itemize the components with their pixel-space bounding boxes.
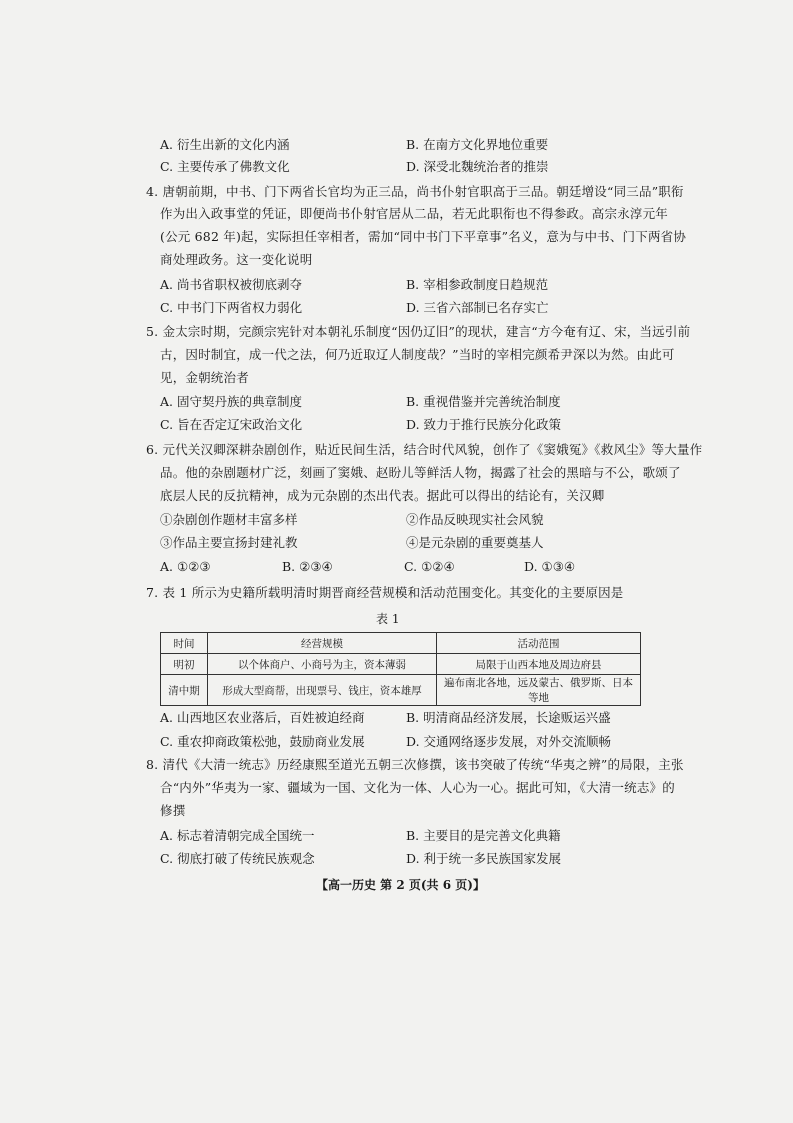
- table-header-cell: 活动范围: [437, 633, 641, 654]
- q4-option-d: D. 三省六部制已名存实亡: [406, 300, 549, 315]
- q6-stem-line: 6. 元代关汉卿深耕杂剧创作，贴近民间生活，结合时代风貌，创作了《窦娥冤》《救风尘》等大量作: [146, 442, 703, 457]
- q8-option-b: B. 主要目的是完善文化典籍: [406, 828, 561, 843]
- q3-option-d: D. 深受北魏统治者的推崇: [406, 159, 549, 174]
- table-row: [161, 654, 641, 675]
- q6-statement-4: ④是元杂剧的重要奠基人: [406, 535, 544, 550]
- table-cell: 遍布南北各地，远及蒙古、俄罗斯、日本等地: [437, 675, 641, 706]
- q7-stem-line: 7. 表 1 所示为史籍所载明清时期晋商经营规模和活动范围变化。其变化的主要原因是: [146, 585, 624, 600]
- q4-stem-line: 商处理政务。这一变化说明: [160, 252, 313, 267]
- q6-stem-line: 底层人民的反抗精神，成为元杂剧的杰出代表。据此可以得出的结论有，关汉卿: [160, 488, 605, 503]
- q6-option-d: D. ①③④: [524, 559, 576, 574]
- table-cell: 形成大型商帮，出现票号、钱庄，资本雄厚: [208, 675, 437, 706]
- q7-option-d: D. 交通网络逐步发展，对外交流顺畅: [406, 734, 612, 749]
- table-header-row: [161, 633, 641, 654]
- q6-stem-line: 品。他的杂剧题材广泛，刻画了窦娥、赵盼儿等鲜活人物，揭露了社会的黑暗与不公，歌颂了: [160, 465, 681, 480]
- q5-stem-line: 古，因时制宜，成一代之法，何乃近取辽人制度哉？”当时的宰相完颜希尹深以为然。由此可: [160, 347, 675, 362]
- table-row: [161, 675, 641, 706]
- q6-statement-3: ③作品主要宣扬封建礼教: [160, 535, 298, 550]
- table-cell: 局限于山西本地及周边府县: [437, 654, 641, 675]
- table-header-cell: 时间: [161, 633, 208, 654]
- q6-option-a: A. ①②③: [160, 559, 211, 574]
- q3-option-a: A. 衍生出新的文化内涵: [160, 137, 290, 152]
- q6-statement-2: ②作品反映现实社会风貌: [406, 512, 544, 527]
- q6-statement-1: ①杂剧创作题材丰富多样: [160, 512, 298, 527]
- q7-option-a: A. 山西地区农业落后，百姓被迫经商: [160, 710, 365, 725]
- q3-option-b: B. 在南方文化界地位重要: [406, 137, 549, 152]
- q5-option-c: C. 旨在否定辽宋政治文化: [160, 417, 303, 432]
- page-footer: 【高一历史 第 2 页(共 6 页)】: [316, 878, 485, 892]
- q4-option-b: B. 宰相参政制度日趋规范: [406, 277, 549, 292]
- q4-option-c: C. 中书门下两省权力弱化: [160, 300, 303, 315]
- q8-stem-line: 8. 清代《大清一统志》历经康熙至道光五朝三次修撰，该书突破了传统“华夷之辨”的局限，主张: [146, 757, 684, 772]
- q5-option-d: D. 致力于推行民族分化政策: [406, 417, 562, 432]
- jin-merchant-table: [160, 632, 641, 706]
- q8-option-a: A. 标志着清朝完成全国统一: [160, 828, 315, 843]
- q4-stem-line: (公元 682 年)起，实际担任宰相者，需加“同中书门下平章事”名义，意为与中书、门下两省协: [160, 229, 687, 244]
- q7-option-b: B. 明清商品经济发展，长途贩运兴盛: [406, 710, 611, 725]
- table-header-cell: 经营规模: [208, 633, 437, 654]
- table-title: 表 1: [376, 612, 400, 626]
- q8-option-d: D. 利于统一多民族国家发展: [406, 851, 562, 866]
- q4-stem-line: 作为出入政事堂的凭证，即便尚书仆射官居从二品，若无此职衔也不得参政。高宗永淳元年: [160, 206, 669, 221]
- q6-option-c: C. ①②④: [404, 559, 455, 574]
- table-cell: 以个体商户、小商号为主，资本薄弱: [208, 654, 437, 675]
- table-cell: 明初: [161, 654, 208, 675]
- q4-option-a: A. 尚书省职权被彻底剥夺: [160, 277, 302, 292]
- q4-stem-line: 4. 唐朝前期，中书、门下两省长官均为正三品，尚书仆射官职高于三品。朝廷增设“同三品”职衔: [146, 184, 684, 199]
- q3-option-c: C. 主要传承了佛教文化: [160, 159, 290, 174]
- q5-option-a: A. 固守契丹族的典章制度: [160, 394, 302, 409]
- q8-stem-line: 合“内外”华夷为一家、疆域为一国、文化为一体、人心为一心。据此可知，《大清一统志》的: [160, 780, 675, 795]
- q5-stem-line: 5. 金太宗时期，完颜宗宪针对本朝礼乐制度“因仍辽旧”的现状，建言“方今奄有辽、宋，当远引前: [146, 324, 691, 339]
- q6-option-b: B. ②③④: [282, 559, 333, 574]
- q7-option-c: C. 重农抑商政策松弛，鼓励商业发展: [160, 734, 365, 749]
- q8-stem-line: 修撰: [160, 803, 186, 818]
- q5-option-b: B. 重视借鉴并完善统治制度: [406, 394, 561, 409]
- q8-option-c: C. 彻底打破了传统民族观念: [160, 851, 315, 866]
- table-cell: 清中期: [161, 675, 208, 706]
- q5-stem-line: 见，金朝统治者: [160, 370, 249, 385]
